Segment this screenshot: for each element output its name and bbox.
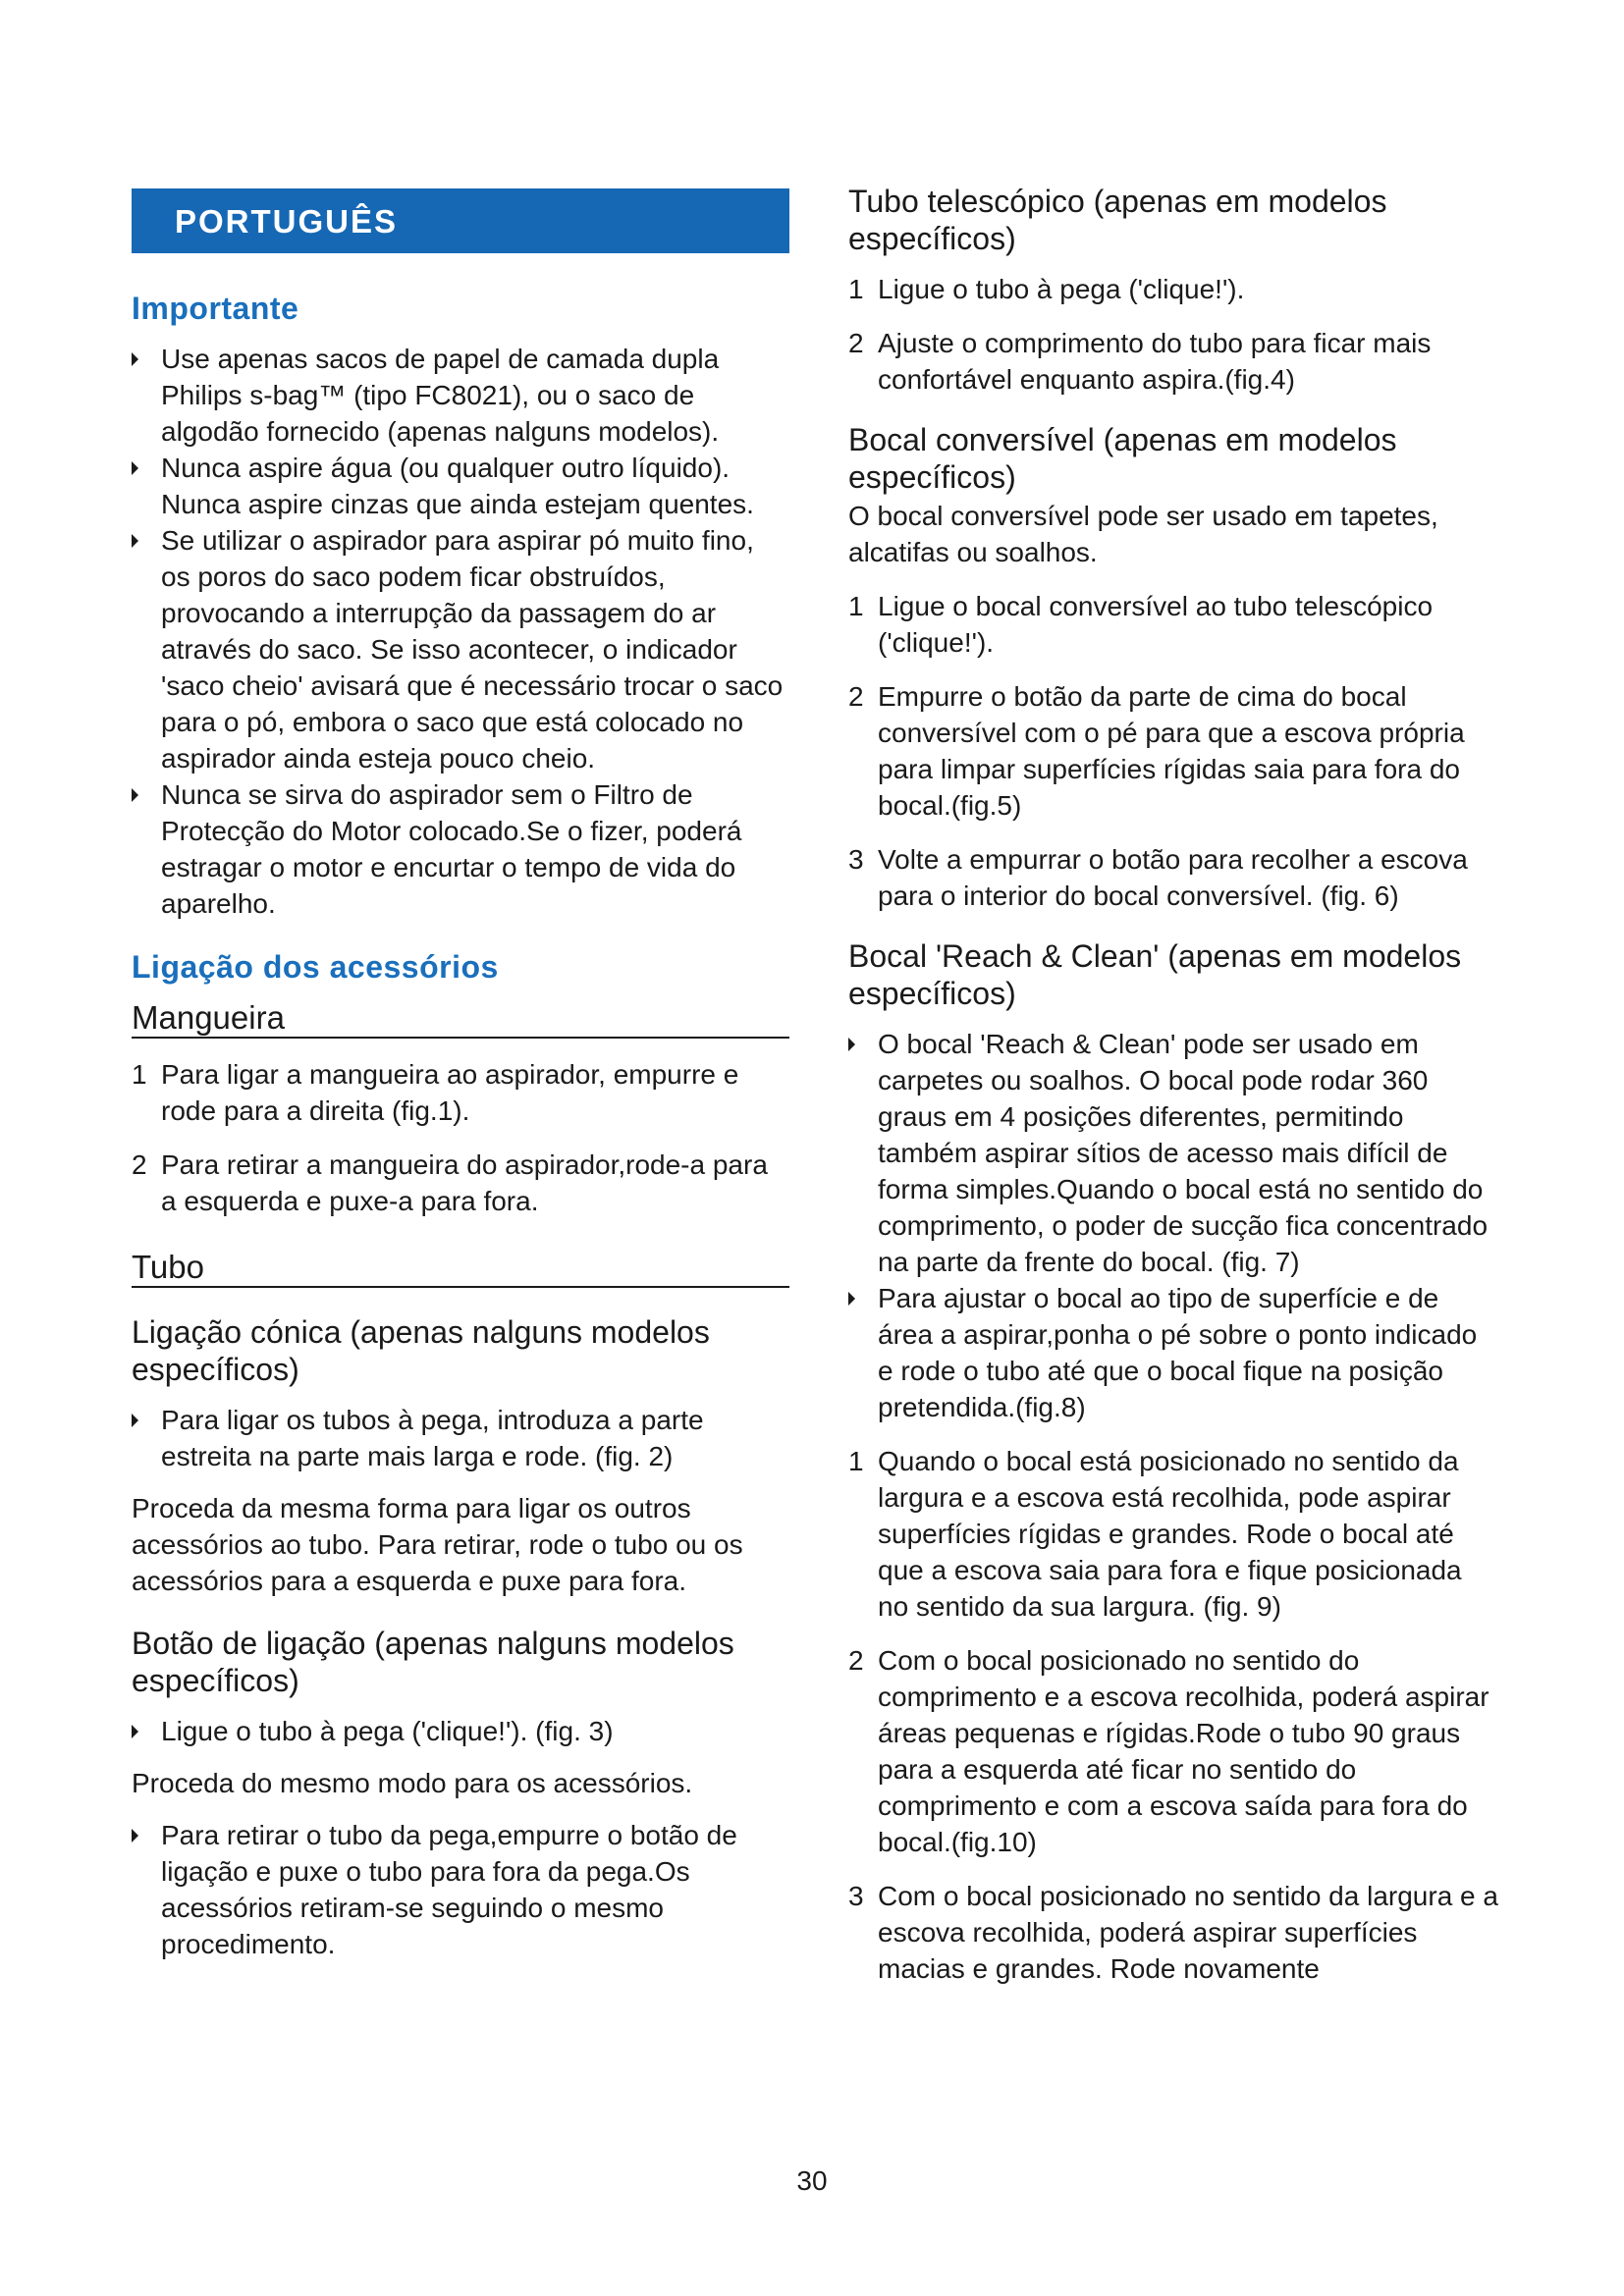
bullet-icon [132,1414,138,1427]
page-number: 30 [796,2165,828,2196]
bullet-icon [848,1292,855,1306]
list-item: 2 Para retirar a mangueira do aspirador,rode-a para a esquerda e puxe-a para fora. [132,1149,768,1216]
conversivel-steps [848,588,1498,914]
list-item: 3 Volte a empurrar o botão para recolher a escova para o interior do bocal conversível. (fig. 6) [848,844,1468,911]
conica-text: Proceda da mesma forma para ligar os outros acessórios ao tubo. Para retirar, rode o tubo ou os acessórios para a esquerda e puxe para fora. [132,1493,743,1596]
mangueira-heading: Mangueira [132,999,789,1039]
telescopico-steps [848,271,1498,398]
ligacao-heading: Ligação dos acessórios [132,949,499,985]
mangueira-steps [132,1056,789,1219]
reach-list [848,1026,1498,1425]
list-item: Use apenas sacos de papel de camada dupla Philips s-bag™ (tipo FC8021), ou o saco de algodão fornecido (apenas nalguns modelos). [132,341,789,450]
bullet-icon [132,352,138,366]
list-item: 1 Quando o bocal está posicionado no sentido da largura e a escova está recolhida, pode aspirar superfícies rígidas e grandes. Rode o bocal até que a escova saia para fora e fique posicionada no sentido da sua largura. (fig. 9) [848,1446,1462,1622]
botao-list-1 [132,1713,789,1749]
list-item: 3 Com o bocal posicionado no sentido da largura e a escova recolhida, poderá aspirar superfícies macias e grandes. Rode novamente [848,1881,1498,1984]
telescopico-heading: Tubo telescópico (apenas em modelos específicos) [848,184,1387,256]
bullet-icon [132,1725,138,1738]
list-item: 1 Ligue o tubo à pega ('clique!'). [848,274,1245,304]
botao-list-2 [132,1817,789,1962]
left-column [132,188,789,1962]
importante-heading: Importante [132,291,299,326]
list-item: Ligue o tubo à pega ('clique!'). (fig. 3) [132,1713,789,1749]
list-item: O bocal 'Reach & Clean' pode ser usado em carpetes ou soalhos. O bocal pode rodar 360 graus em 4 posições diferentes, permitindo também aspirar sítios de acesso mais difícil de forma simples.Quando o bocal está no sentido do comprimento, o poder de sucção fica concentrado na parte da frente do bocal. (fig. 7) [848,1026,1498,1280]
list-item: Para ajustar o bocal ao tipo de superfície e de área a aspirar,ponha o pé sobre o ponto indicado e rode o tubo até que o bocal fique na posição pretendida.(fig.8) [848,1280,1498,1425]
bullet-icon [132,1829,138,1842]
conica-heading: Ligação cónica (apenas nalguns modelos específicos) [132,1314,710,1387]
bullet-icon [132,534,138,548]
list-item: 2 Com o bocal posicionado no sentido do comprimento e a escova recolhida, poderá aspirar áreas pequenas e rígidas.Rode o tubo 90 graus para a esquerda até ficar no sentido do comprimento e com a escova saída para fora do bocal.(fig.10) [848,1645,1489,1857]
botao-text: Proceda do mesmo modo para os acessórios. [132,1768,693,1798]
list-item: Nunca se sirva do aspirador sem o Filtro de Protecção do Motor colocado.Se o fizer, poderá estragar o motor e encurtar o tempo de vida do aparelho. [132,776,789,922]
conica-list [132,1402,789,1474]
bullet-icon [848,1038,855,1051]
bullet-icon [132,461,138,475]
conversivel-heading: Bocal conversível (apenas em modelos específicos) [848,422,1397,495]
reach-heading: Bocal 'Reach & Clean' (apenas em modelos específicos) [848,938,1462,1011]
list-item: Para retirar o tubo da pega,empurre o botão de ligação e puxe o tubo para fora da pega.Os acessórios retiram-se seguindo o mesmo procedimento. [132,1817,789,1962]
right-column [848,183,1498,2004]
list-item: 2 Empurre o botão da parte de cima do bocal conversível com o pé para que a escova própria para limpar superfícies rígidas saia para fora do bocal.(fig.5) [848,681,1465,821]
list-item: 1 Para ligar a mangueira ao aspirador, empurre e rode para a direita (fig.1). [132,1059,739,1126]
language-header: PORTUGUÊS [132,188,789,253]
tubo-heading: Tubo [132,1249,789,1288]
conversivel-intro: O bocal conversível pode ser usado em tapetes, alcatifas ou soalhos. [848,501,1438,567]
botao-heading: Botão de ligação (apenas nalguns modelos específicos) [132,1626,734,1698]
list-item: 1 Ligue o bocal conversível ao tubo telescópico ('clique!'). [848,591,1434,658]
list-item: Nunca aspire água (ou qualquer outro líquido). Nunca aspire cinzas que ainda estejam quentes. [132,450,789,522]
list-item: Para ligar os tubos à pega, introduza a parte estreita na parte mais larga e rode. (fig. 2) [132,1402,789,1474]
importante-list [132,341,789,922]
list-item: Se utilizar o aspirador para aspirar pó muito fino, os poros do saco podem ficar obstruídos, provocando a interrupção da passagem do ar através do saco. Se isso acontecer, o indicador 'saco cheio' avisará que é necessário trocar o saco para o pó, embora o saco que está colocado no aspirador ainda esteja pouco cheio. [132,522,789,776]
bullet-icon [132,788,138,802]
list-item: 2 Ajuste o comprimento do tubo para ficar mais confortável enquanto aspira.(fig.4) [848,328,1432,395]
reach-steps [848,1443,1498,1987]
